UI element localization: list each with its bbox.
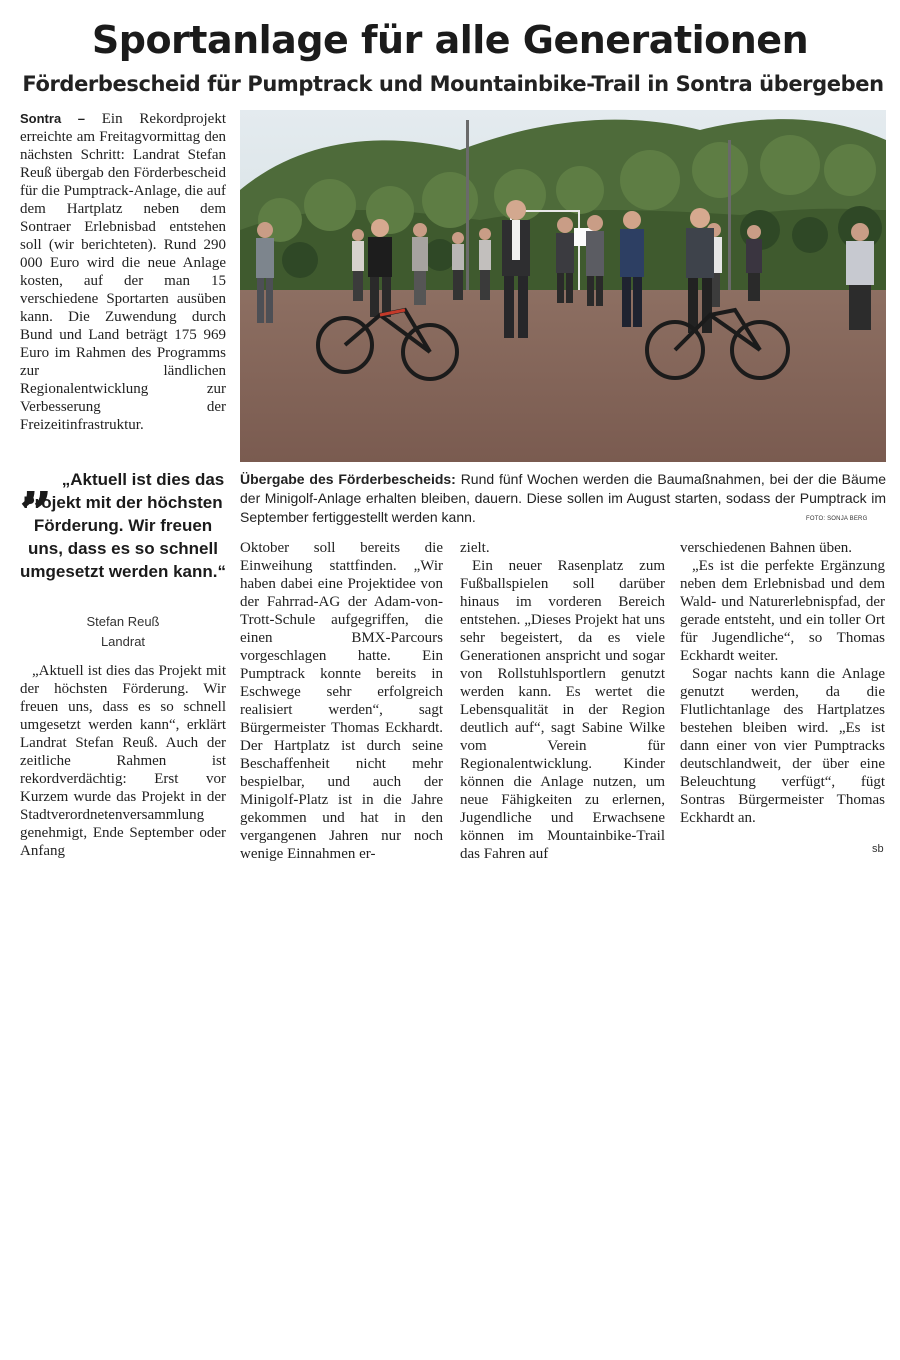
body-column-1 — [20, 662, 226, 862]
body-column-3 — [460, 539, 665, 863]
quote-mark-icon: „ — [20, 446, 54, 514]
caption-text: Rund fünf Wochen werden die Baumaßnahmen, bei der die Bäume der Minigolf-Anlage erhalten bleiben, dauern. Diese sollen im August starten, sodass der Pumptrack im September fertiggestellt werden kann. — [240, 471, 887, 525]
body-column-2 — [240, 539, 443, 863]
photo-credit: FOTO: SONJA BERG — [806, 516, 868, 522]
photo-caption — [240, 470, 886, 527]
lead-text: Ein Rekordprojekt erreichte am Freitagvormittag den nächsten Schritt: Landrat Stefan Reuß übergab den Förderbescheid für die Pumptrack-Anlage, die auf dem Hartplatz neben dem Sontraer Erlebnisbad entstehen soll (wir berichteten). Rund 290 000 Euro wird die neue Anlage kosten, auf der man 15 verschiedene Sportarten ausüben kann. Die Zuwendung durch Bund und Land beträgt 175 969 Euro im Rahmen des Programms zur ländlichen Regionalentwicklung zur Verbesserung der Freizeitinfrastruktur. — [20, 111, 226, 433]
body-paragraph: zielt. — [460, 540, 490, 556]
article-photo — [240, 110, 886, 462]
caption-lead: Übergabe des Förderbescheids: — [240, 471, 456, 487]
body-paragraph: Oktober soll bereits die Einweihung stattfinden. „Wir haben dabei eine Projektidee von der Fahrrad-AG der Adam-von-Trott-Schule aufgegriffen, die einen BMX-Parcours vorgeschlagen hatte. Ein Pumptrack konnte bereits in Eschwege sehr erfolgreich realisiert werden“, sagt Bürgermeister Thomas Eckhardt. Der Hartplatz ist durch seine Beschaffenheit nicht mehr bespielbar, und auch der Minigolf-Platz ist in die Jahre gekommen und hat in den vergangenen Jahren nur noch wenige Einnahmen er- — [240, 540, 443, 862]
group-photo-illustration — [240, 110, 886, 462]
pull-quote-text — [20, 468, 226, 583]
body-paragraph: „Aktuell ist dies das Projekt mit der höchsten Förderung. Wir freuen uns, dass es so schnell umgesetzt werden kann“, erklärt Landrat Stefan Reuß. Auch der zeitliche Rahmen ist rekordverdächtig: Erst vor Kurzem wurde das Projekt in der Stadtverordnetenversammlung genehmigt, Ende September oder Anfang — [20, 663, 226, 859]
quote-author: Stefan Reuß — [86, 614, 160, 629]
dateline: Sontra – — [20, 111, 86, 126]
quote-role: Landrat — [100, 634, 146, 649]
body-column-4 — [680, 539, 885, 827]
body-paragraph: verschiedenen Bahnen üben. — [680, 540, 853, 556]
pull-quote-attribution — [20, 612, 226, 652]
pull-quote — [20, 446, 230, 656]
body-paragraph: „Es ist die perfekte Ergänzung neben dem Erlebnisbad und dem Wald- und Naturerlebnispfad, der gerade entsteht, und ein toller Ort für Jugendliche“, so Thomas Eckhardt weiter. — [680, 558, 885, 664]
pull-quote-line1: „Aktuell ist dies das — [61, 470, 225, 489]
body-paragraph: Ein neuer Rasenplatz zum Fußballspielen soll darüber hinaus im vorderen Bereich entstehen. „Dieses Projekt hat uns sehr begeistert, da es viele Generationen anspricht und sogar von Rollstuhlsportlern genutzt werden kann. Es wertet die Lebensqualität in der Region deutlich auf“, sagt Sabine Wilke vom Verein für Regionalentwicklung. Kinder können die Anlage nutzen, um neue Fähigkeiten zu erlernen, Jugendliche und Erwachsene können im Mountainbike-Trail das Fahren auf — [460, 558, 665, 862]
pull-quote-rest: Projekt mit der höchsten Förderung. Wir freuen uns, dass es so schnell umgesetzt werden kann.“ — [20, 493, 226, 581]
author-signature: sb — [872, 843, 884, 855]
headline: Sportanlage für alle Generationen — [91, 18, 809, 62]
subheadline: Förderbescheid für Pumptrack und Mountainbike-Trail in Sontra übergeben — [22, 72, 884, 96]
body-paragraph: Sogar nachts kann die Anlage genutzt werden, da die Flutlichtanlage des Hartplatzes bestehen bleiben wird. „Es ist dann einer von vier Pumptracks deutschlandweit, der über eine Beleuchtung verfügt“, fügt Sontras Bürgermeister Thomas Eckhardt an. — [680, 666, 885, 826]
lead-paragraph — [20, 110, 226, 450]
